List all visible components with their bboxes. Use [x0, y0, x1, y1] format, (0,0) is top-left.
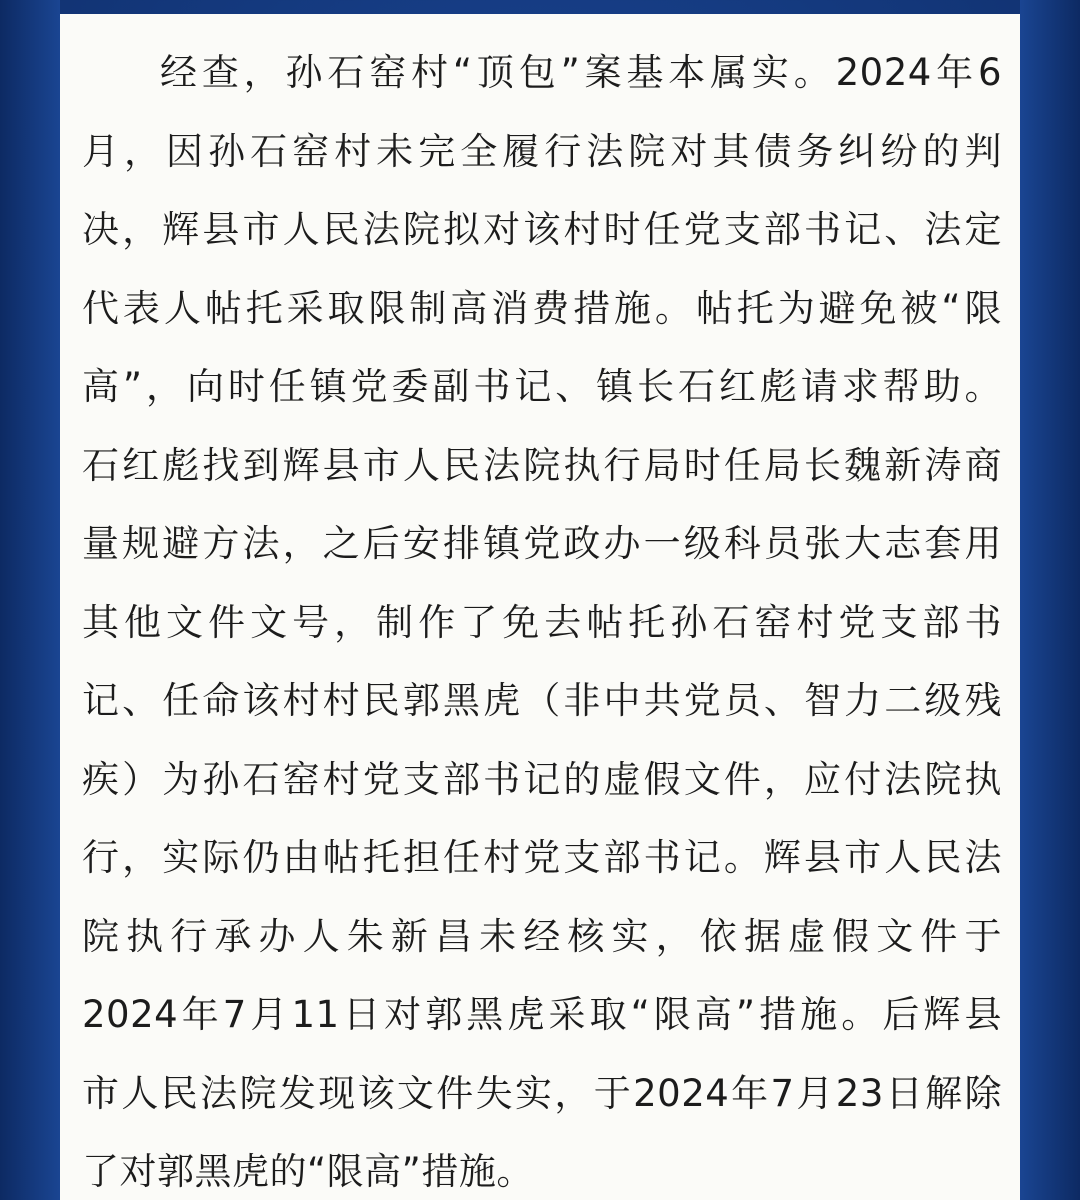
paragraph-line: 院执行承办人朱新昌未经核实，依据虚假文件于 [82, 914, 1002, 958]
paragraph-line: 经查，孙石窑村“顶包”案基本属实。2024年6 [160, 51, 1002, 94]
article-paragraph [82, 46, 1002, 1200]
paragraph-line: 月，因孙石窑村未完全履行法院对其债务纠纷的判 [82, 129, 1002, 173]
paragraph-line: 量规避方法，之后安排镇党政办一级科员张大志套用 [82, 522, 1002, 565]
paragraph-line: 记、任命该村村民郭黑虎（非中共党员、智力二级残 [82, 679, 1002, 722]
background-left-edge [0, 0, 60, 1200]
paragraph-line: 行，实际仍由帖托担任村党支部书记。辉县市人民法 [82, 836, 1002, 879]
document-page [60, 14, 1020, 1200]
paragraph-line: 决，辉县市人民法院拟对该村时任党支部书记、法定 [82, 208, 1002, 251]
paragraph-line: 高”，向时任镇党委副书记、镇长石红彪请求帮助。 [82, 365, 1002, 408]
paragraph-line: 2024年7月11日对郭黑虎采取“限高”措施。后辉县 [82, 993, 1002, 1036]
paragraph-line: 市人民法院发现该文件失实，于2024年7月23日解除 [82, 1071, 1002, 1115]
background-right-edge [1020, 0, 1080, 1200]
paragraph-line: 了对郭黑虎的“限高”措施。 [82, 1150, 534, 1193]
paragraph-line: 其他文件文号，制作了免去帖托孙石窑村党支部书 [82, 600, 1002, 644]
paragraph-line: 疾）为孙石窑村党支部书记的虚假文件，应付法院执 [82, 757, 1002, 801]
paragraph-line: 代表人帖托采取限制高消费措施。帖托为避免被“限 [82, 286, 1002, 330]
paragraph-line: 石红彪找到辉县市人民法院执行局时任局长魏新涛商 [82, 443, 1002, 487]
